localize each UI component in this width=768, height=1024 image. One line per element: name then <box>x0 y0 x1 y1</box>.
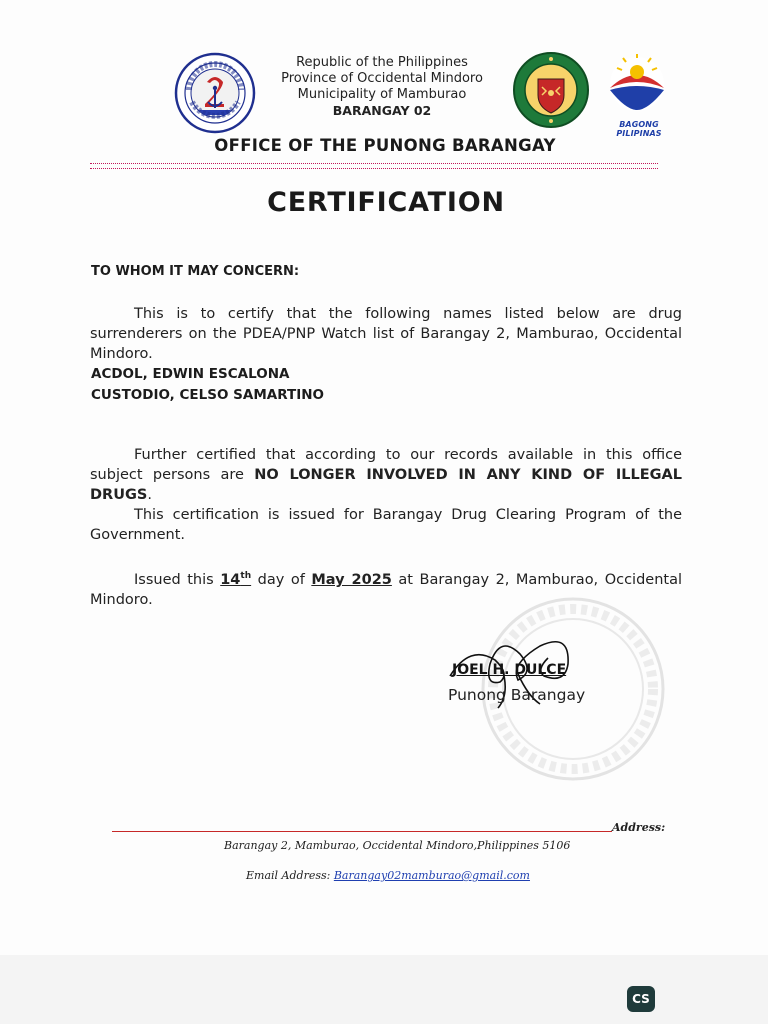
barangay-dos-seal-icon <box>174 52 256 134</box>
office-heading: OFFICE OF THE PUNONG BARANGAY <box>214 136 556 155</box>
mamburao-seal-icon <box>512 51 590 129</box>
issued-text-b: day of <box>251 571 312 588</box>
purpose-text: This certification is issued for Barangay Drug Clearing Program of the Government. <box>90 507 682 543</box>
letterhead-municipality: Municipality of Mamburao <box>297 87 467 102</box>
header-divider <box>90 168 658 169</box>
document-title: CERTIFICATION <box>267 187 505 218</box>
letterhead-country: Republic of the Philippines <box>296 55 468 70</box>
letterhead-barangay: BARANGAY 02 <box>332 103 432 118</box>
certify-text: This is to certify that the following names listed below are drug surrenderers on the PDEA/PNP Watch list of Barangay 2, Mamburao, Occidental Mindoro. <box>90 306 682 362</box>
bagong-pilipinas-logo-icon <box>598 52 676 112</box>
name-item: CUSTODIO, CELSO SAMARTINO <box>91 387 324 403</box>
issued-day <box>220 572 251 588</box>
signatory-title: Punong Barangay <box>448 686 586 704</box>
letterhead <box>262 55 502 119</box>
camscanner-badge-icon: CS <box>627 986 655 1012</box>
bagong-pilipinas-caption: BAGONG PILIPINAS <box>616 120 662 138</box>
footer-address: Barangay 2, Mamburao, Occidental Mindoro,Philippines 5106 <box>224 839 571 852</box>
footer-email-label: Email Address: <box>246 869 334 882</box>
further-certified-lead: Further certified that according to our records available in this office subject persons are <box>90 447 682 483</box>
name-item: ACDOL, EDWIN ESCALONA <box>91 366 290 382</box>
issued-day-number: 14 <box>220 571 241 588</box>
issued-day-suffix: th <box>240 571 252 581</box>
no-longer-involved-statement: NO LONGER INVOLVED IN ANY KIND OF ILLEGAL DRUGS <box>90 467 683 503</box>
letterhead-province: Province of Occidental Mindoro <box>281 71 483 86</box>
issued-month: May 2025 <box>311 571 392 588</box>
issued-text-a: Issued this <box>134 571 221 588</box>
purpose-paragraph <box>90 505 682 545</box>
signatory-name: JOEL H. DULCE <box>452 662 567 678</box>
certify-paragraph <box>90 304 682 364</box>
further-certified-paragraph <box>90 445 682 505</box>
header-divider <box>90 163 658 164</box>
issued-text-c: at Barangay 2, Mamburao, Occidental Mindoro. <box>90 571 682 608</box>
salutation: TO WHOM IT MAY CONCERN: <box>91 264 300 279</box>
footer-email <box>246 869 530 882</box>
footer-address-label: Address: <box>612 821 666 834</box>
names-list <box>91 364 324 406</box>
further-certified-end: . <box>147 487 152 503</box>
footer-divider <box>112 831 612 832</box>
footer-email-link[interactable]: Barangay02mamburao@gmail.com <box>333 869 530 882</box>
